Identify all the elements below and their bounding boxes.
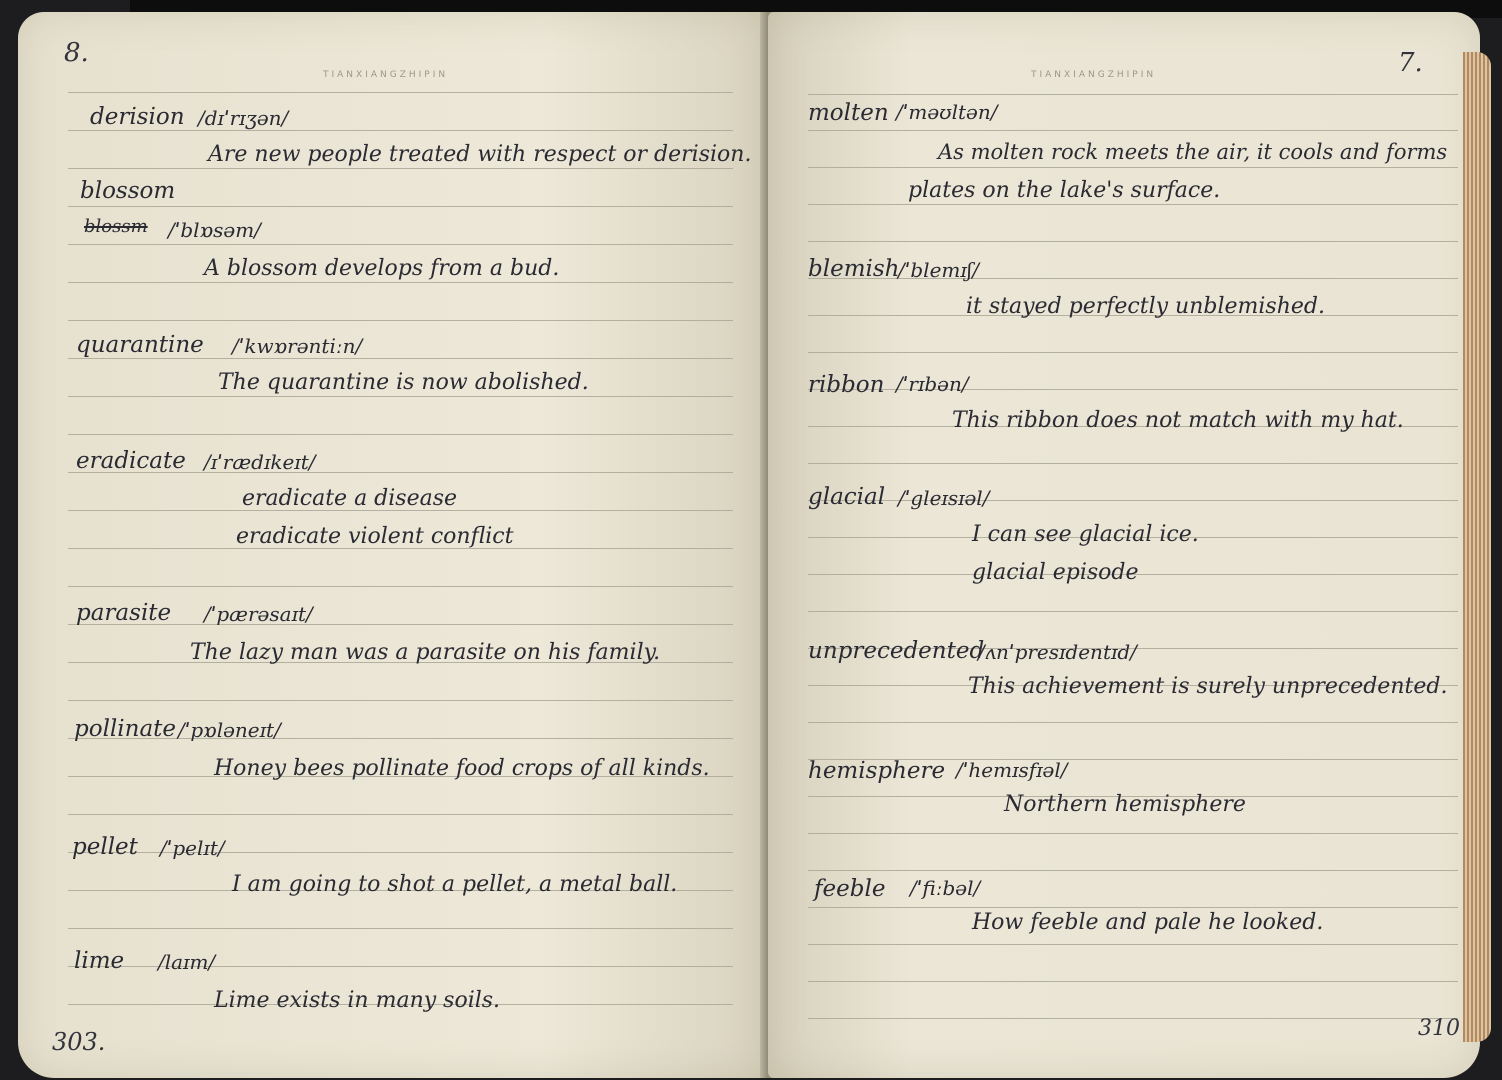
ruled-line: [808, 1018, 1458, 1019]
ruled-line: [68, 358, 733, 359]
example-sentence: Lime exists in many soils.: [214, 988, 501, 1013]
phonetic: /dɪˈrɪʒən/: [198, 106, 289, 130]
example-sentence: it stayed perfectly unblemished.: [966, 294, 1325, 319]
ruled-line: [68, 168, 733, 169]
example-sentence: eradicate violent conflict: [236, 524, 514, 549]
vocab-word: pellet: [72, 834, 138, 860]
phonetic: /ˈkwɒrəntiːn/: [232, 334, 363, 358]
phonetic: /ˈhemɪsfɪəl/: [956, 758, 1068, 782]
phonetic: /ˈgleɪsɪəl/: [898, 486, 990, 510]
example-sentence: How feeble and pale he looked.: [972, 910, 1324, 935]
example-sentence: I am going to shot a pellet, a metal ball.: [232, 872, 678, 897]
page-edges: [1463, 52, 1491, 1042]
example-sentence: As molten rock meets the air, it cools and forms: [938, 140, 1448, 164]
ruled-line: [68, 928, 733, 929]
ruled-line: [808, 463, 1458, 464]
ruled-line: [68, 814, 733, 815]
ruled-line: [808, 167, 1458, 168]
phonetic: /ˈpelɪt/: [160, 836, 225, 860]
phonetic: /ˈrɪbən/: [896, 372, 969, 396]
vocab-word: parasite: [76, 600, 172, 626]
example-sentence: Honey bees pollinate food crops of all kinds.: [214, 756, 710, 781]
phonetic: /ɪˈrædɪkeɪt/: [204, 450, 316, 474]
ruled-line: [68, 320, 733, 321]
ruled-line: [808, 352, 1458, 353]
example-sentence: eradicate a disease: [242, 486, 458, 511]
ruled-line: [68, 282, 733, 283]
ruled-line: [808, 241, 1458, 242]
ruled-line: [68, 92, 733, 93]
example-sentence: The quarantine is now abolished.: [218, 370, 589, 395]
ruled-line: [808, 722, 1458, 723]
ruled-line: [68, 586, 733, 587]
vocab-word: feeble: [814, 876, 886, 902]
example-sentence: A blossom develops from a bud.: [204, 256, 560, 281]
ruled-line: [808, 870, 1458, 871]
phonetic: /ˈfiːbəl/: [910, 876, 981, 900]
vocab-word: derision: [90, 104, 185, 130]
footer-page-number: 303.: [52, 1028, 106, 1056]
page-number: 7.: [1398, 48, 1423, 78]
ruled-line: [68, 206, 733, 207]
vocab-word: eradicate: [76, 448, 186, 474]
right-page: [768, 12, 1480, 1078]
ruled-line: [68, 130, 733, 131]
ruled-line: [808, 204, 1458, 205]
left-page: [18, 12, 766, 1078]
ruled-line: [808, 907, 1458, 908]
example-sentence: This achievement is surely unprecedented.: [968, 674, 1448, 699]
example-sentence: This ribbon does not match with my hat.: [952, 408, 1404, 433]
ruled-line: [68, 434, 733, 435]
example-sentence: glacial episode: [972, 560, 1139, 585]
phonetic: /ˈməʊltən/: [896, 100, 998, 124]
phonetic: /ˈpɒləneɪt/: [178, 718, 281, 742]
example-sentence: Northern hemisphere: [1004, 792, 1246, 817]
ruled-line: [808, 94, 1458, 95]
phonetic: /ʌnˈpresɪdentɪd/: [978, 640, 1137, 664]
vocab-word: pollinate: [74, 716, 177, 742]
struck-word: blossm: [84, 216, 148, 237]
vocab-word: ribbon: [808, 372, 885, 398]
open-notebook: [18, 12, 1484, 1078]
vocab-word: molten: [808, 100, 889, 126]
ruled-line: [68, 396, 733, 397]
vocab-word: hemisphere: [808, 758, 946, 784]
phonetic: /ˈblemɪʃ/: [898, 258, 979, 282]
vocab-word: unprecedented: [808, 638, 985, 664]
vocab-word: lime: [74, 948, 125, 974]
example-sentence: plates on the lake's surface.: [908, 178, 1221, 203]
vocab-word: quarantine: [76, 332, 204, 358]
example-sentence: The lazy man was a parasite on his family.: [190, 640, 661, 665]
ruled-line: [808, 833, 1458, 834]
ruled-line: [808, 981, 1458, 982]
ruled-line: [808, 944, 1458, 945]
example-sentence: I can see glacial ice.: [972, 522, 1199, 547]
ruled-line: [68, 700, 733, 701]
vocab-word: blossom: [80, 178, 176, 204]
ruled-line: [808, 611, 1458, 612]
vocab-word: glacial: [808, 484, 886, 510]
phonetic: /ˈblɒsəm/: [168, 218, 261, 242]
ruled-line: [68, 244, 733, 245]
footer-page-number: 310: [1418, 1016, 1460, 1041]
phonetic: /ˈpærəsaɪt/: [204, 602, 313, 626]
phonetic: /laɪm/: [158, 950, 216, 974]
brand-header: TIANXIANGZHIPIN: [323, 70, 449, 80]
page-number: 8.: [64, 38, 89, 68]
vocab-word: blemish: [808, 256, 900, 282]
example-sentence: Are new people treated with respect or derision.: [208, 142, 752, 167]
brand-header: TIANXIANGZHIPIN: [1031, 70, 1157, 80]
ruled-line: [808, 130, 1458, 131]
